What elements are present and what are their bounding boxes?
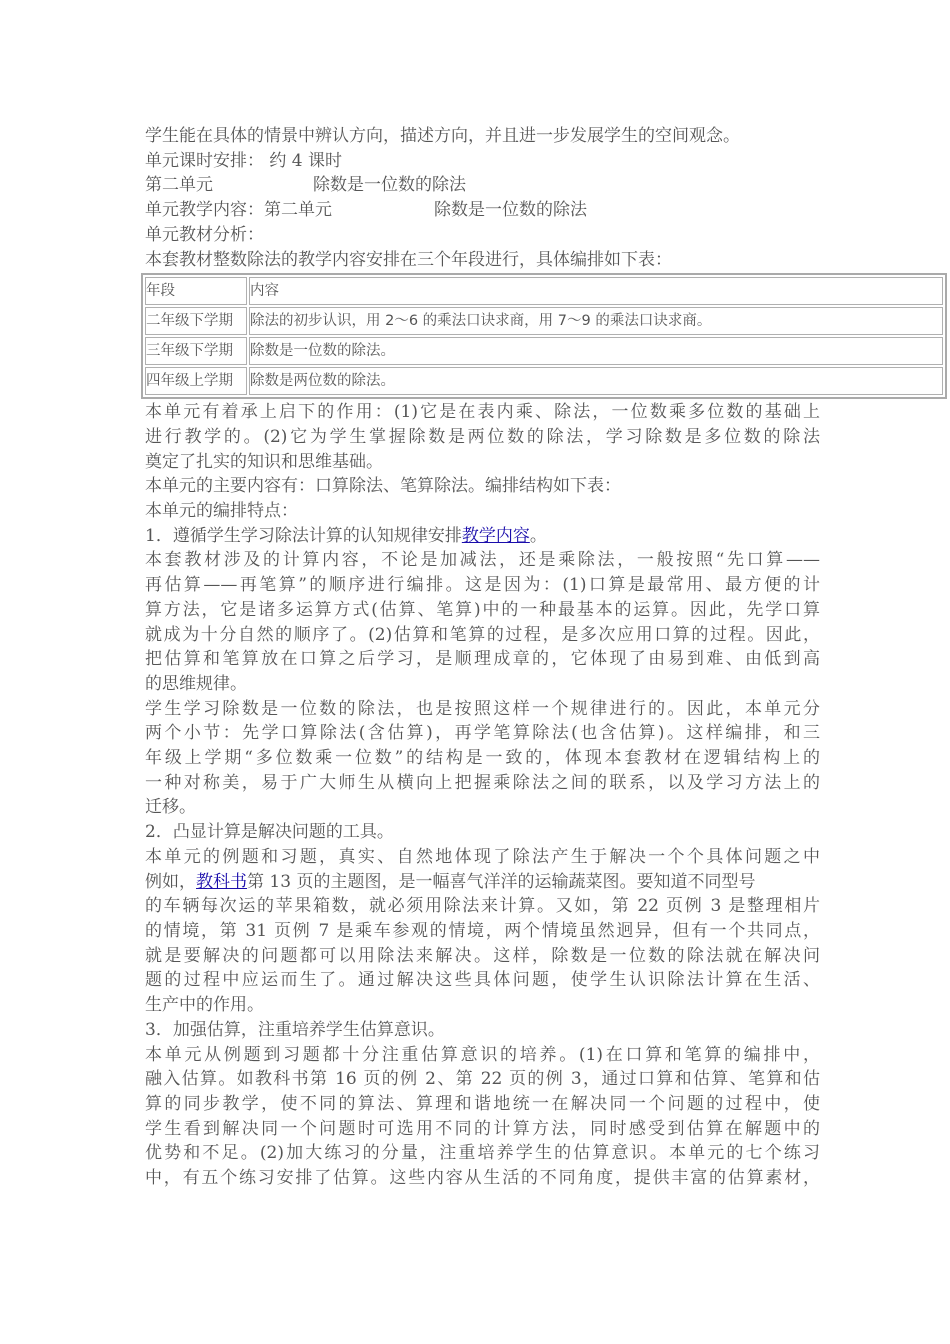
text-line: 本套教材整数除法的教学内容安排在三个年段进行，具体编排如下表： bbox=[145, 249, 672, 270]
text-line: 年级上学期“多位数乘一位数”的结构是一致的，体现本套教材在逻辑结构上的 bbox=[145, 748, 820, 769]
text-line: 学生能在具体的情景中辨认方向，描述方向，并且进一步发展学生的空间观念。 bbox=[145, 126, 740, 146]
text-segment: 第 13 页的主题图，是一幅喜气洋洋的运输蔬菜图。要知道不同型号 bbox=[247, 871, 756, 892]
text-line: 进行教学的。(2)它为学生掌握除数是两位数的除法，学习除数是多位数的除法 bbox=[145, 426, 820, 447]
text-line: 本单元的例题和习题，真实、自然地体现了除法产生于解决一个个具体问题之中 bbox=[145, 846, 820, 867]
unit-content-name: 除数是一位数的除法 bbox=[434, 200, 587, 221]
text-line: 算方法，它是诸多运算方式(估算、笔算)中的一种最基本的运算。因此，先学口算 bbox=[145, 599, 820, 620]
table-cell: 三年级下学期 bbox=[145, 337, 247, 365]
text-line: 迁移。 bbox=[145, 797, 196, 818]
table-header-cell: 内容 bbox=[249, 277, 943, 305]
table-row bbox=[145, 337, 943, 365]
table-cell: 四年级上学期 bbox=[145, 367, 247, 395]
document-body bbox=[145, 124, 820, 1191]
text-line: 再估算——再笔算”的顺序进行编排。这是因为：(1)口算是最常用、最方便的计 bbox=[145, 575, 820, 596]
table-cell: 除数是两位数的除法。 bbox=[249, 367, 943, 395]
text-line: 奠定了扎实的知识和思维基础。 bbox=[145, 451, 383, 472]
text-line: 优势和不足。(2)加大练习的分量，注重培养学生的估算意识。本单元的七个练习 bbox=[145, 1143, 820, 1164]
text-line: 把估算和笔算放在口算之后学习，是顺理成章的，它体现了由易到难、由低到高 bbox=[145, 649, 820, 670]
table-cell: 除法的初步认识，用 2～6 的乘法口诀求商，用 7～9 的乘法口诀求商。 bbox=[249, 307, 943, 335]
section-heading: 3．加强估算，注重培养学生估算意识。 bbox=[145, 1019, 445, 1040]
text-line: 本单元的编排特点： bbox=[145, 501, 298, 522]
section-heading: 2．凸显计算是解决问题的工具。 bbox=[145, 822, 394, 843]
text-line: 的思维规律。 bbox=[145, 673, 247, 694]
textbook-link[interactable]: 教科书 bbox=[196, 871, 247, 892]
text-line: 学生看到解决同一个问题时可选用不同的计算方法，同时感受到估算在解题中的 bbox=[145, 1118, 820, 1139]
text-line: 单元课时安排： 约 4 课时 bbox=[145, 150, 343, 171]
text-line: 中，有五个练习安排了估算。这些内容从生活的不同角度，提供丰富的估算素材， bbox=[145, 1168, 820, 1189]
table-cell: 二年级下学期 bbox=[145, 307, 247, 335]
text-line: 就是要解决的问题都可以用除法来解决。这样，除数是一位数的除法就在解决问 bbox=[145, 945, 820, 966]
table-header-cell: 年段 bbox=[145, 277, 247, 305]
table-row bbox=[145, 307, 943, 335]
text-line: 两个小节：先学口算除法(含估算)，再学笔算除法(也含估算)。这样编排，和三 bbox=[145, 723, 820, 744]
text-line: 本套教材涉及的计算内容，不论是加减法，还是乘除法，一般按照“先口算—— bbox=[145, 550, 820, 571]
text-line: 融入估算。如教科书第 16 页的例 2、第 22 页的例 3，通过口算和估算、笔算和估 bbox=[145, 1069, 820, 1090]
text-line: 本单元有着承上启下的作用：(1)它是在表内乘、除法，一位数乘多位数的基础上 bbox=[145, 402, 820, 423]
unit-title bbox=[145, 173, 820, 198]
unit-title-label: 第二单元 bbox=[145, 175, 213, 196]
text-line: 单元教材分析： bbox=[145, 224, 264, 245]
unit-title-name: 除数是一位数的除法 bbox=[313, 175, 466, 196]
teaching-content-link[interactable]: 教学内容 bbox=[461, 525, 530, 546]
text-line: 学生学习除数是一位数的除法，也是按照这样一个规律进行的。因此，本单元分 bbox=[145, 698, 820, 719]
text-line: 题的过程中应运而生了。通过解决这些具体问题，使学生认识除法计算在生活、 bbox=[145, 970, 820, 991]
text-line: 本单元从例题到习题都十分注重估算意识的培养。(1)在口算和笔算的编排中， bbox=[145, 1044, 820, 1065]
heading-text: 1．遵循学生学习除法计算的认知规律安排 bbox=[145, 525, 462, 546]
text-line: 算的同步教学，使不同的算法、算理和谐地统一在解决同一个问题的过程中，使 bbox=[145, 1093, 820, 1114]
text-line: 就成为十分自然的顺序了。(2)估算和笔算的过程，是多次应用口算的过程。因此， bbox=[145, 624, 820, 645]
unit-content bbox=[145, 198, 820, 223]
unit-content-label: 单元教学内容：第二单元 bbox=[145, 200, 332, 221]
text-line bbox=[145, 870, 820, 895]
text-line: 生产中的作用。 bbox=[145, 995, 264, 1016]
text-line: 的情境，第 31 页例 7 是乘车参观的情境，两个情境虽然迥异，但有一个共同点， bbox=[145, 920, 820, 941]
table-header-row bbox=[145, 277, 943, 305]
table-cell: 除数是一位数的除法。 bbox=[249, 337, 943, 365]
text-line: 一种对称美，易于广大师生从横向上把握乘除法之间的联系，以及学习方法上的 bbox=[145, 772, 820, 793]
heading-text: 。 bbox=[529, 525, 547, 546]
text-line: 的车辆每次运的苹果箱数，就必须用除法来计算。又如，第 22 页例 3 是整理相片 bbox=[145, 896, 820, 917]
table-row bbox=[145, 367, 943, 395]
text-segment: 例如， bbox=[145, 871, 196, 892]
grade-schedule-table bbox=[141, 273, 947, 399]
text-line: 本单元的主要内容有：口算除法、笔算除法。编排结构如下表： bbox=[145, 476, 621, 497]
section-heading bbox=[145, 524, 820, 549]
